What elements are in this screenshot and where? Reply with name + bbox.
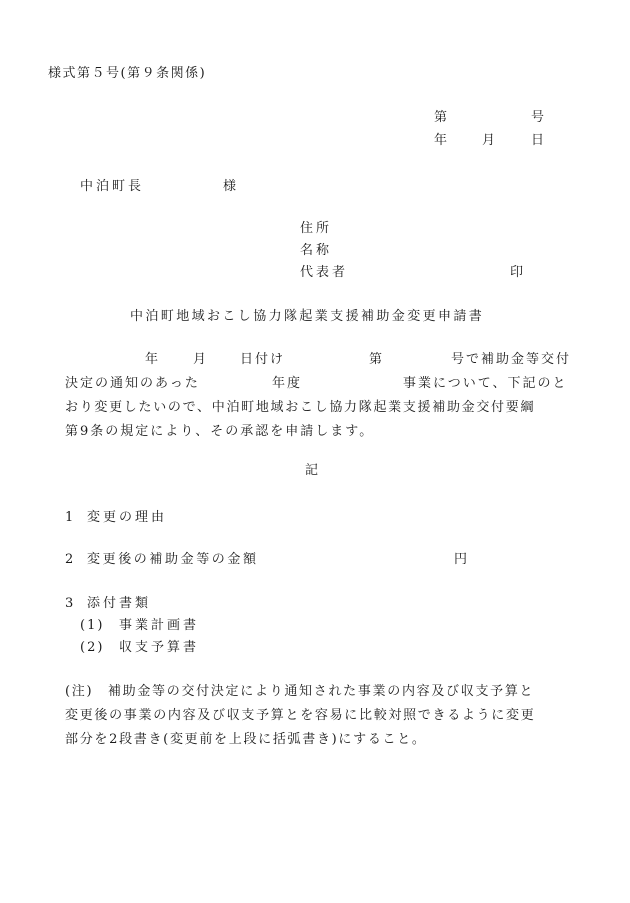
addressee-name: 中泊町長: [80, 179, 145, 194]
note-line-1: (注) 補助金等の交付決定により通知された事業の内容及び収支予算と: [65, 684, 535, 699]
item-2-number: 2: [65, 552, 76, 567]
item-2-unit: 円: [454, 552, 470, 567]
applicant-address-label: 住所: [300, 221, 333, 236]
note-line-3: 部分を2段書き(変更前を上段に括弧書き)にすること。: [65, 732, 427, 747]
body-line-2-prefix: 決定の通知のあった: [65, 376, 200, 391]
attachment-2-label: 収支予算書: [119, 640, 200, 655]
note-line-2: 変更後の事業の内容及び収支予算とを容易に比較対照できるように変更: [65, 708, 536, 723]
date-month: 月: [482, 133, 498, 148]
body-line-1-rest: 号で補助金等交付: [451, 352, 572, 367]
date-year: 年: [434, 133, 450, 148]
body-dai: 第: [369, 352, 385, 367]
item-3-label: 添付書類: [87, 596, 152, 611]
body-line-2-rest: 事業について、下記のと: [403, 376, 568, 391]
attachment-1-label: 事業計画書: [119, 618, 200, 633]
attachment-1-number: (1): [80, 618, 105, 633]
attachment-2-number: (2): [80, 640, 105, 655]
body-line-4: 第9条の規定により、その承認を申請します。: [65, 424, 375, 439]
document-title: 中泊町地域おこし協力隊起業支援補助金変更申請書: [130, 309, 485, 324]
doc-number-go: 号: [531, 110, 547, 125]
addressee-sama: 様: [223, 179, 239, 194]
item-1-label: 変更の理由: [87, 510, 168, 525]
body-month: 月: [193, 352, 209, 367]
ki-heading: 記: [305, 463, 321, 478]
seal-mark: 印: [510, 265, 526, 280]
applicant-name-label: 名称: [300, 243, 333, 258]
body-year: 年: [145, 352, 161, 367]
applicant-representative-label: 代表者: [300, 265, 349, 280]
item-1-number: 1: [65, 510, 76, 525]
form-number: 様式第５号(第９条関係): [48, 66, 207, 81]
body-nendo: 年度: [272, 376, 303, 391]
body-day-suffix: 日付け: [240, 352, 286, 367]
item-3-number: 3: [65, 596, 76, 611]
doc-number-dai: 第: [434, 110, 450, 125]
body-line-3: おり変更したいので、中泊町地域おこし協力隊起業支援補助金交付要綱: [65, 400, 536, 415]
date-day: 日: [531, 133, 547, 148]
item-2-label: 変更後の補助金等の金額: [87, 552, 259, 567]
